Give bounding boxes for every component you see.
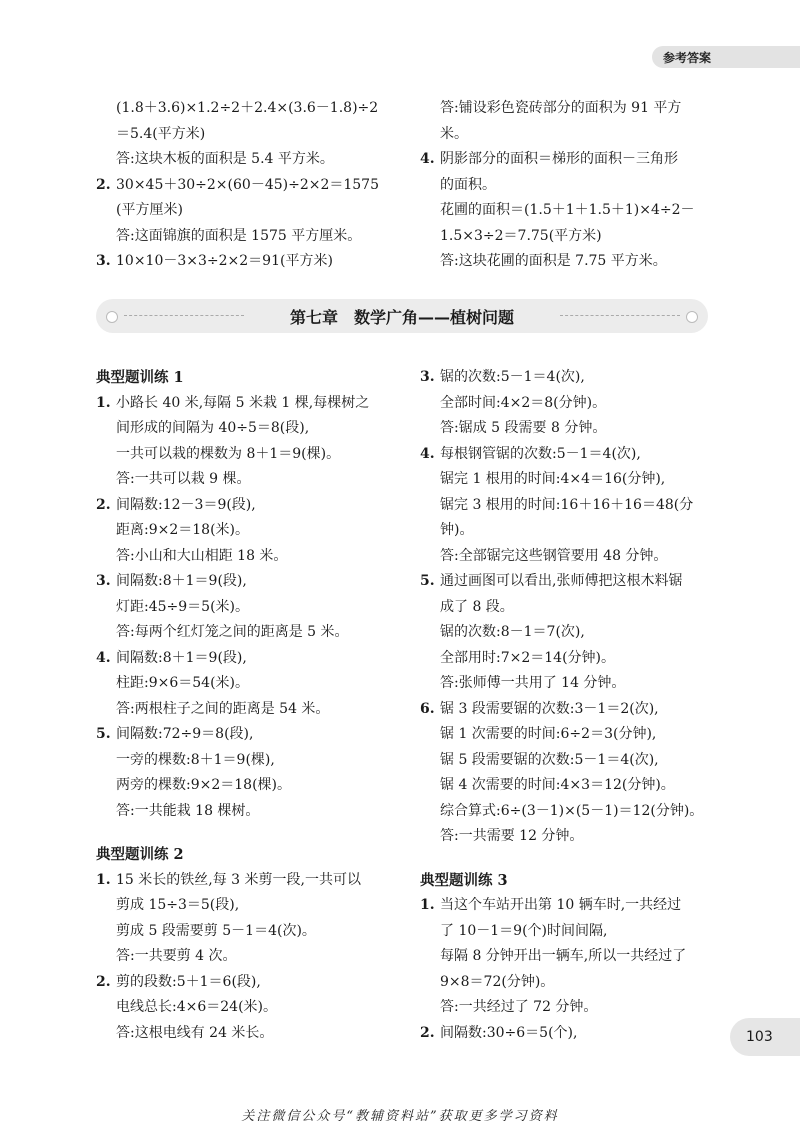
- numbered-answer-line: [96, 173, 406, 199]
- line-text: 答:一共要剪 4 次。: [116, 948, 237, 964]
- answer-line: [420, 467, 720, 493]
- line-text: 10×10－3×3÷2×2＝91(平方米): [116, 253, 333, 269]
- line-text: 答:张师傅一共用了 14 分钟。: [440, 675, 626, 691]
- item-number: 5.: [420, 573, 435, 589]
- answer-line: [96, 224, 406, 250]
- line-text: 1.5×3÷2＝7.75(平方米): [440, 227, 602, 244]
- numbered-answer-line: [420, 697, 720, 723]
- line-text: 全部时间:4×2＝8(分钟)。: [440, 394, 607, 411]
- item-number: 2.: [420, 1024, 435, 1041]
- item-number: 4.: [96, 649, 111, 666]
- line-text: 阴影部分的面积＝梯形的面积－三角形: [440, 151, 678, 167]
- answer-line: [420, 249, 710, 275]
- answer-line: [420, 995, 720, 1021]
- answer-line: [420, 493, 720, 519]
- line-text: 每隔 8 分钟开出一辆车,所以一共经过了: [440, 948, 687, 964]
- line-text: 间隔数:72÷9＝8(段),: [116, 726, 254, 742]
- line-text: 每根钢管锯的次数:5－1＝4(次),: [440, 445, 641, 462]
- answer-line: [420, 544, 720, 570]
- answer-line: [420, 970, 720, 996]
- line-text: 剪的段数:5＋1＝6(段),: [116, 973, 261, 990]
- answer-line: [420, 518, 720, 544]
- answer-line: [96, 697, 406, 723]
- line-text: 答:铺设彩色瓷砖部分的面积为 91 平方: [440, 100, 682, 116]
- line-text: 钟)。: [440, 522, 474, 538]
- numbered-answer-line: [96, 970, 406, 996]
- section-heading: 典型题训练 3: [420, 871, 508, 889]
- numbered-answer-line: [96, 391, 406, 417]
- answer-line: [96, 442, 406, 468]
- line-text: 答:一共可以栽 9 棵。: [116, 471, 251, 487]
- line-text: 锯完 1 根用的时间:4×4＝16(分钟),: [440, 471, 666, 487]
- line-text: 间隔数:8＋1＝9(段),: [116, 573, 247, 589]
- answer-line: [96, 1021, 406, 1047]
- section-heading: 典型题训练 2: [96, 846, 184, 863]
- item-number: 1.: [96, 871, 111, 888]
- line-text: 锯 3 段需要锯的次数:3－1＝2(次),: [440, 700, 659, 717]
- page-number: 103: [746, 1029, 773, 1045]
- line-text: 答:两根柱子之间的距离是 54 米。: [116, 700, 330, 717]
- answer-line: [96, 799, 406, 825]
- line-text: 锯的次数:8－1＝7(次),: [440, 624, 585, 640]
- answer-line: [96, 416, 406, 442]
- line-text: 30×45＋30÷2×(60－45)÷2×2＝1575: [116, 176, 379, 193]
- numbered-answer-line: [96, 569, 406, 595]
- answer-line: [96, 671, 406, 697]
- answer-line: [420, 173, 710, 199]
- answer-line: [96, 748, 406, 774]
- item-number: 3.: [96, 573, 111, 589]
- answer-line: [96, 96, 406, 122]
- item-number: 4.: [420, 151, 435, 167]
- line-text: 电线总长:4×6＝24(米)。: [116, 999, 277, 1015]
- answer-line: [96, 944, 406, 970]
- numbered-answer-line: [96, 646, 406, 672]
- item-number: 1.: [96, 394, 111, 411]
- line-text: 灯距:45÷9＝5(米)。: [116, 598, 249, 615]
- line-text: 锯 5 段需要锯的次数:5－1＝4(次),: [440, 751, 659, 768]
- line-text: 间隔数:8＋1＝9(段),: [116, 649, 247, 666]
- line-text: 答:锯成 5 段需要 8 分钟。: [440, 420, 607, 436]
- top-right-column: [420, 96, 710, 275]
- line-text: 答:这块花圃的面积是 7.75 平方米。: [440, 253, 667, 269]
- answer-line: [96, 773, 406, 799]
- line-text: 答:这块木板的面积是 5.4 平方米。: [116, 151, 334, 167]
- line-text: 间形成的间隔为 40÷5＝8(段),: [116, 420, 310, 436]
- answer-line: [420, 416, 720, 442]
- answer-line: [420, 748, 720, 774]
- item-number: 5.: [96, 726, 111, 742]
- answer-line: [96, 467, 406, 493]
- line-text: ＝5.4(平方米): [116, 125, 206, 142]
- numbered-answer-line: [420, 893, 720, 919]
- item-number: 6.: [420, 700, 435, 717]
- line-text: 答:一共需要 12 分钟。: [440, 828, 584, 844]
- answer-line: [420, 391, 720, 417]
- item-number: 3.: [96, 253, 111, 269]
- line-text: 剪成 15÷3＝5(段),: [116, 897, 240, 913]
- line-text: 间隔数:30÷6＝5(个),: [440, 1024, 578, 1041]
- line-text: 全部用时:7×2＝14(分钟)。: [440, 649, 615, 666]
- numbered-answer-line: [96, 493, 406, 519]
- item-number: 2.: [96, 176, 111, 193]
- answer-line: [420, 620, 720, 646]
- line-text: 答:全部锯完这些钢管要用 48 分钟。: [440, 547, 668, 564]
- answer-line: [420, 919, 720, 945]
- footer-note: 关注微信公众号“教辅资料站”获取更多学习资料: [241, 1109, 559, 1124]
- line-text: 锯 1 次需要的时间:6÷2＝3(分钟),: [440, 726, 657, 742]
- answer-line: [420, 122, 710, 148]
- answer-line: [420, 96, 710, 122]
- answer-line: [96, 122, 406, 148]
- line-text: 锯完 3 根用的时间:16＋16＋16＝48(分: [440, 496, 694, 513]
- answer-line: [420, 944, 720, 970]
- answer-line: [96, 198, 406, 224]
- line-text: 答:这面锦旗的面积是 1575 平方厘米。: [116, 227, 362, 244]
- line-text: 成了 8 段。: [440, 598, 514, 615]
- answer-line: [420, 671, 720, 697]
- line-text: 锯 4 次需要的时间:4×3＝12(分钟)。: [440, 777, 675, 793]
- line-text: 剪成 5 段需要剪 5－1＝4(次)。: [116, 922, 316, 939]
- numbered-answer-line: [96, 722, 406, 748]
- line-text: 一共可以栽的棵数为 8＋1＝9(棵)。: [116, 445, 341, 462]
- line-text: 通过画图可以看出,张师傅把这根木料锯: [440, 573, 683, 589]
- numbered-answer-line: [420, 147, 710, 173]
- line-text: 一旁的棵数:8＋1＝9(棵),: [116, 751, 275, 768]
- line-text: 当这个车站开出第 10 辆车时,一共经过: [440, 897, 682, 913]
- line-text: 答:小山和大山相距 18 米。: [116, 547, 288, 564]
- line-text: 米。: [440, 125, 468, 142]
- answer-line: [420, 224, 710, 250]
- numbered-answer-line: [96, 249, 406, 275]
- chapter-title: 第七章 数学广角——植树问题: [289, 308, 514, 327]
- right-column: [420, 365, 720, 1046]
- item-number: 1.: [420, 897, 435, 913]
- item-number: 4.: [420, 445, 435, 462]
- line-text: 综合算式:6÷(3－1)×(5－1)＝12(分钟)。: [440, 802, 704, 819]
- line-text: (平方厘米): [116, 202, 183, 218]
- answer-line: [420, 722, 720, 748]
- answer-line: [420, 824, 720, 850]
- line-text: (1.8＋3.6)×1.2÷2＋2.4×(3.6－1.8)÷2: [116, 100, 379, 116]
- line-text: 小路长 40 米,每隔 5 米栽 1 棵,每棵树之: [116, 394, 370, 411]
- answer-line: [420, 595, 720, 621]
- section-heading: 典型题训练 1: [96, 369, 184, 386]
- numbered-answer-line: [420, 442, 720, 468]
- numbered-answer-line: [420, 1021, 720, 1047]
- line-text: 答:这根电线有 24 米长。: [116, 1024, 274, 1041]
- left-column: [96, 365, 406, 1046]
- answer-line: [96, 544, 406, 570]
- answer-line: [420, 198, 710, 224]
- line-text: 距离:9×2＝18(米)。: [116, 522, 249, 538]
- answer-line: [96, 620, 406, 646]
- line-text: 花圃的面积＝(1.5＋1＋1.5＋1)×4÷2－: [440, 202, 695, 218]
- line-text: 15 米长的铁丝,每 3 米剪一段,一共可以: [116, 871, 361, 888]
- header-label: 参考答案: [663, 51, 712, 65]
- line-text: 间隔数:12－3＝9(段),: [116, 496, 256, 513]
- chapter-banner: [96, 299, 708, 333]
- item-number: 3.: [420, 369, 435, 385]
- answer-line: [96, 147, 406, 173]
- line-text: 答:一共经过了 72 分钟。: [440, 999, 598, 1015]
- numbered-answer-line: [96, 868, 406, 894]
- line-text: 柱距:9×6＝54(米)。: [116, 675, 249, 691]
- line-text: 9×8＝72(分钟)。: [440, 973, 555, 990]
- answer-line: [96, 995, 406, 1021]
- answer-line: [420, 773, 720, 799]
- numbered-answer-line: [420, 365, 720, 391]
- page-number-tab: [730, 1018, 800, 1056]
- answer-line: [96, 893, 406, 919]
- answer-line: [96, 518, 406, 544]
- line-text: 的面积。: [440, 176, 496, 193]
- line-text: 答:每两个红灯笼之间的距离是 5 米。: [116, 624, 349, 640]
- answer-line: [420, 799, 720, 825]
- item-number: 2.: [96, 496, 111, 513]
- answer-line: [96, 919, 406, 945]
- line-text: 锯的次数:5－1＝4(次),: [440, 369, 585, 385]
- answer-line: [96, 595, 406, 621]
- top-left-column: [96, 96, 406, 275]
- line-text: 两旁的棵数:9×2＝18(棵)。: [116, 777, 291, 793]
- numbered-answer-line: [420, 569, 720, 595]
- answer-line: [420, 646, 720, 672]
- item-number: 2.: [96, 973, 111, 990]
- line-text: 了 10－1＝9(个)时间间隔,: [440, 922, 608, 939]
- line-text: 答:一共能栽 18 棵树。: [116, 802, 260, 819]
